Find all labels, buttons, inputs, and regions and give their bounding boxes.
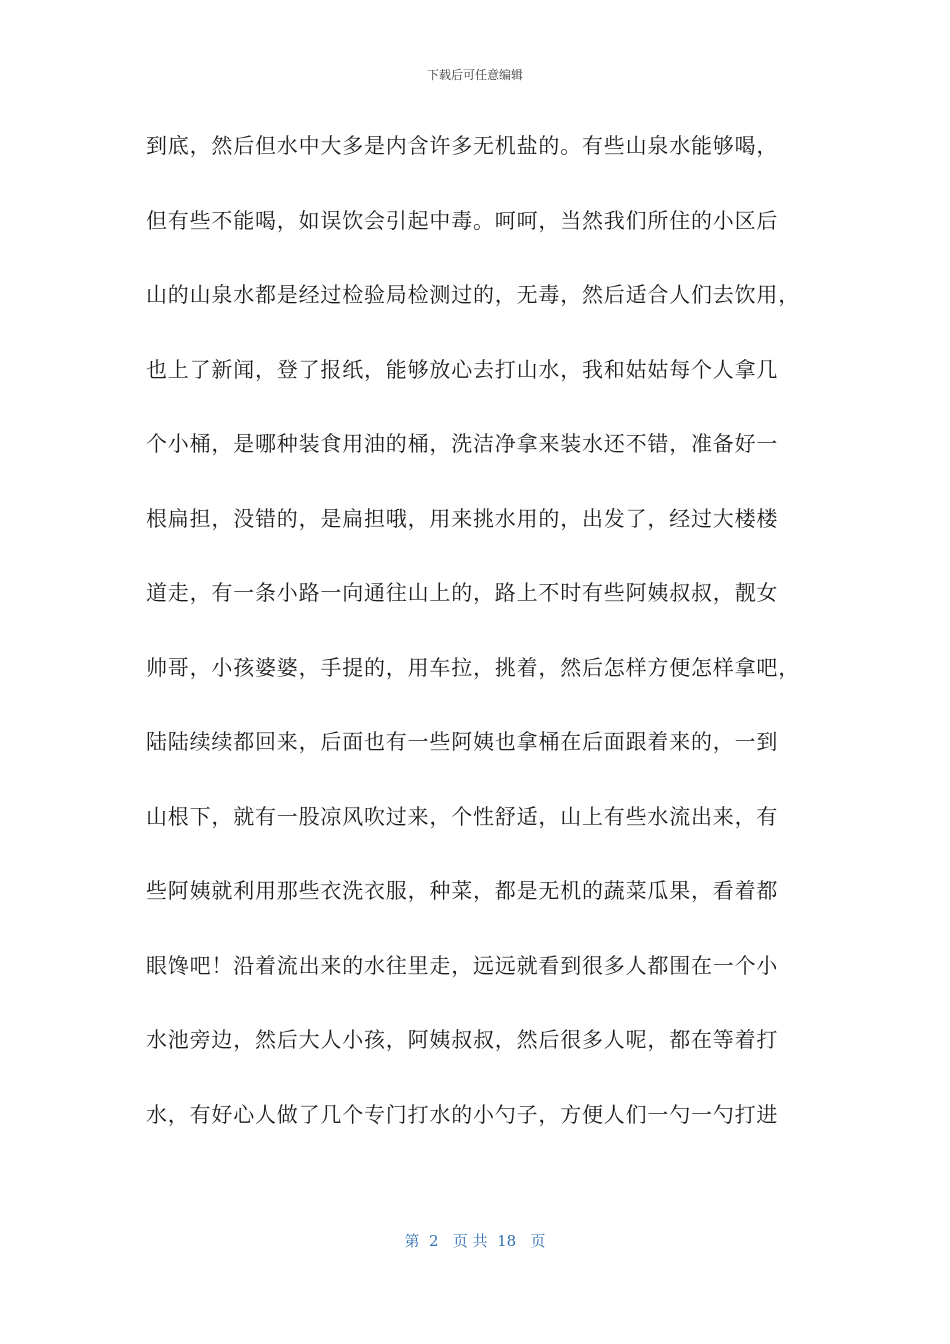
- body-line: 也上了新闻，登了报纸，能够放心去打山水，我和姑姑每个人拿几: [146, 357, 779, 382]
- body-line: 帅哥，小孩婆婆，手提的，用车拉，挑着，然后怎样方便怎样拿吧，: [146, 655, 800, 680]
- body-line: 到底，然后但水中大多是内含许多无机盐的。有些山泉水能够喝，: [146, 134, 779, 158]
- body-line: 些阿姨就利用那些衣洗衣服，种菜，都是无机的蔬菜瓜果，看着都: [146, 879, 779, 903]
- body-line: 道走，有一条小路一向通往山上的，路上不时有些阿姨叔叔，靓女: [146, 581, 779, 605]
- body-line: 眼馋吧！沿着流出来的水往里走，远远就看到很多人都围在一个小: [146, 953, 779, 978]
- body-text: [146, 128, 806, 1171]
- page-header: 下载后可任意编辑: [426, 68, 523, 82]
- body-line: 山的山泉水都是经过检验局检测过的，无毒，然后适合人们去饮用，: [146, 283, 800, 307]
- body-line: 水，有好心人做了几个专门打水的小勺子，方便人们一勺一勺打进: [146, 1102, 779, 1127]
- body-line: 根扁担，没错的，是扁担哦，用来挑水用的，出发了，经过大楼楼: [146, 506, 779, 531]
- body-line: 陆陆续续都回来，后面也有一些阿姨也拿桶在后面跟着来的，一到: [146, 730, 779, 754]
- page-number-footer: 第 2 页 共 18 页: [404, 1232, 546, 1250]
- body-line: 但有些不能喝，如误饮会引起中毒。呵呵，当然我们所住的小区后: [146, 208, 779, 233]
- body-line: 个小桶，是哪种装食用油的桶，洗洁净拿来装水还不错，准备好一: [146, 432, 779, 456]
- body-line: 山根下，就有一股凉风吹过来，个性舒适，山上有些水流出来，有: [146, 804, 779, 829]
- body-line: 水池旁边，然后大人小孩，阿姨叔叔，然后很多人呢，都在等着打: [146, 1028, 779, 1052]
